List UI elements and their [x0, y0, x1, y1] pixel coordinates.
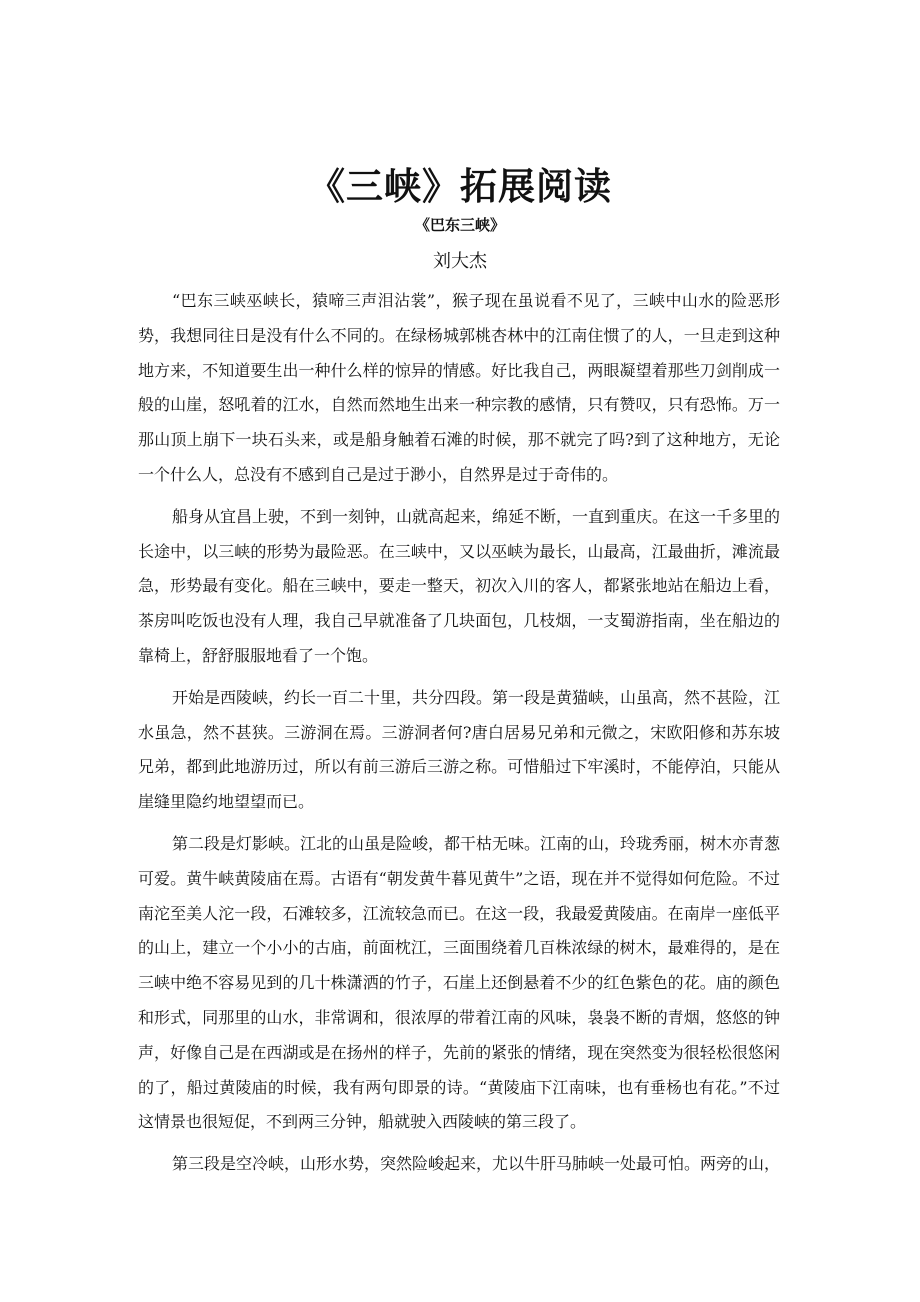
paragraph-5: 第三段是空冷峡，山形水势，突然险峻起来，尤以牛肝马肺峡一处最可怕。两旁的山，: [172, 1154, 781, 1174]
paragraph-3: 开始是西陵峡，约长一百二十里，共分四段。第一段是黄猫峡，山虽高，然不甚险，江水虽急，然不甚狭。三游洞在焉。三游洞者何?唐白居易兄弟和元微之，宋欧阳修和苏东坡兄弟，都到此地游历过，所以有前三游后三游之称。可惜船过下牢溪时，不能停泊，只能从崖缝里隐约地望望而已。: [138, 687, 781, 812]
document-subtitle: 《巴东三峡》: [414, 216, 505, 234]
paragraph-2: 船身从宜昌上驶，不到一刻钟，山就高起来，绵延不断，一直到重庆。在这一千多里的长途中，以三峡的形势为最险恶。在三峡中，又以巫峡为最长，山最高，江最曲折，滩流最急，形势最有变化。船在三峡中，要走一整天，初次入川的客人，都紧张地站在船边上看，茶房叫吃饭也没有人理，我自己早就准备了几块面包，几枝烟，一支蜀游指南，坐在船边的靠椅上，舒舒服服地看了一个饱。: [138, 506, 781, 665]
document-title: 《三峡》拓展阅读: [308, 164, 612, 208]
article-body: [138, 284, 780, 1189]
author-name: 刘大杰: [433, 251, 487, 272]
paragraph-4: 第二段是灯影峡。江北的山虽是险峻，都干枯无味。江南的山，玲珑秀丽，树木亦青葱可爱。黄牛峡黄陵庙在焉。古语有“朝发黄牛暮见黄牛”之语，现在并不觉得如何危险。不过南沱至美人沱一段，石滩较多，江流较急而已。在这一段，我最爱黄陵庙。在南岸一座低平的山上，建立一个小小的古庙，前面枕江，三面围绕着几百株浓绿的树木，最难得的，是在三峡中绝不容易见到的几十株潇洒的竹子，石崖上还倒悬着不少的红色紫色的花。庙的颜色和形式，同那里的山水，非常调和，很浓厚的带着江南的风味，袅袅不断的青烟，悠悠的钟声，好像自己是在西湖或是在扬州的样子，先前的紧张的情绪，现在突然变为很轻松很悠闲的了，船过黄陵庙的时候，我有两句即景的诗。“黄陵庙下江南味，也有垂杨也有花。”不过这情景也很短促，不到两三分钟，船就驶入西陵峡的第三段了。: [138, 833, 781, 1132]
paragraph-1: “巴东三峡巫峡长，猿啼三声泪沾裳”，猴子现在虽说看不见了，三峡中山水的险恶形势，我想同往日是没有什么不同的。在绿杨城郭桃杏林中的江南住惯了的人，一旦走到这种地方来，不知道要生出一种什么样的惊异的情感。好比我自己，两眼凝望着那些刀剑削成一般的山崖，怒吼着的江水，自然而然地生出来一种宗教的感情，只有赞叹，只有恐怖。万一那山顶上崩下一块石头来，或是船身触着石滩的时候，那不就完了吗?到了这种地方，无论一个什么人，总没有不感到自己是过于渺小，自然界是过于奇伟的。: [138, 291, 780, 484]
